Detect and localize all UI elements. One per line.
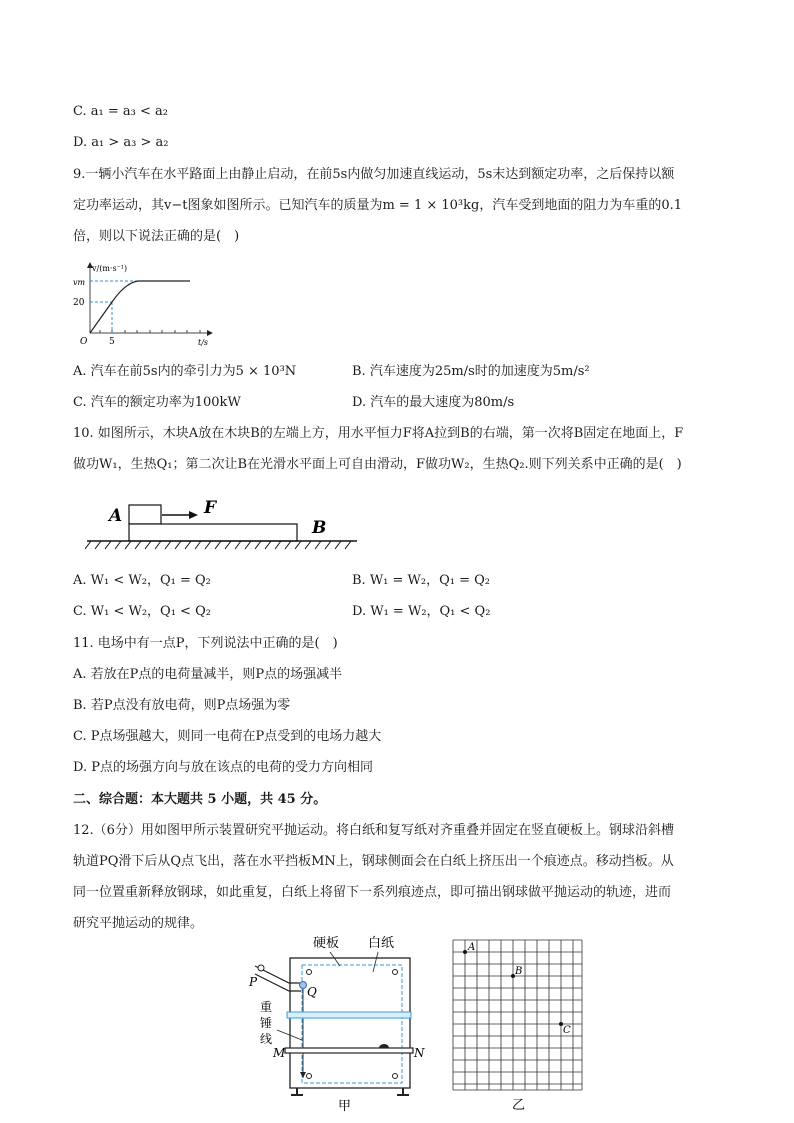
label-paper: 白纸 (368, 936, 395, 951)
section-heading: 二、综合题：本大题共 5 小题，共 45 分。 (73, 792, 327, 807)
q12-grid-figure (448, 935, 588, 1115)
q9-option-d: D. 汽车的最大速度为80m/s (352, 395, 515, 410)
q10-option-a: A. W₁ < W₂，Q₁ = Q₂ (73, 573, 211, 588)
q12-apparatus-figure (245, 930, 425, 1115)
q9-option-b: B. 汽车速度为25m/s时的加速度为5m/s² (352, 364, 590, 379)
q10-option-b: B. W₁ = W₂，Q₁ = Q₂ (352, 573, 491, 588)
graph-20-label: 20 (73, 298, 85, 308)
caption-yi: 乙 (512, 1098, 526, 1113)
label-weight2: 锤 (260, 1016, 273, 1030)
q11-option-c: C. P点场强越大，则同一电荷在P点受到的电场力越大 (73, 729, 382, 744)
label-b: B (312, 518, 327, 538)
label-weight1: 重 (260, 1000, 273, 1014)
label-q: Q (307, 985, 317, 999)
q10-option-c: C. W₁ < W₂，Q₁ < Q₂ (73, 604, 211, 619)
graph-5-label: 5 (109, 337, 115, 347)
baffle-mn (285, 1048, 413, 1053)
label-f: F (204, 498, 217, 518)
q11-option-b: B. 若P点没有放电荷，则P点场强为零 (73, 698, 291, 713)
hardboard (290, 958, 410, 1088)
q9-stem-line3: 倍，则以下说法正确的是( ) (73, 229, 240, 244)
q10-option-d: D. W₁ = W₂，Q₁ < Q₂ (352, 604, 491, 619)
label-hardboard: 硬板 (313, 936, 340, 951)
block-b (129, 524, 297, 541)
q12-stem-line3: 同一位置重新释放钢球，如此重复，白纸上将留下一系列痕迹点，即可描出钢球做平抛运动的轨迹，进而 (73, 885, 672, 900)
q8-option-c: C. a₁ = a₃ < a₂ (73, 104, 168, 119)
label-a: A (109, 506, 123, 526)
caption-jia: 甲 (338, 1099, 352, 1114)
q8-option-d: D. a₁ > a₃ > a₂ (73, 135, 169, 150)
block-a (129, 505, 161, 524)
q11-option-a: A. 若放在P点的电荷量减半，则P点的场强减半 (73, 667, 343, 682)
q10-stem-line1: 10. 如图所示，木块A放在木块B的左端上方，用水平恒力F将A拉到B的右端，第一次将B固定在地面上，F (73, 426, 684, 441)
graph-vm-label: vm (73, 278, 86, 287)
point-a (463, 950, 467, 954)
q10-block-figure (85, 493, 365, 555)
label-p: P (249, 975, 258, 989)
label-point-a: A (468, 942, 476, 953)
q10-stem-line2: 做功W₁，生热Q₁；第二次让B在光滑水平面上可自由滑动，F做功W₂，生热Q₂.则下列关系中正确的是( ) (73, 457, 682, 472)
graph-ylabel: v/(m·s⁻¹) (92, 264, 128, 273)
q9-option-a: A. 汽车在前5s内的牵引力为5 × 10³N (73, 364, 297, 379)
q11-stem: 11. 电场中有一点P，下列说法中正确的是( ) (73, 636, 338, 651)
vt-curve (90, 281, 190, 333)
label-n: N (414, 1046, 425, 1060)
label-weight3: 线 (260, 1032, 273, 1046)
graph-xlabel: t/s (198, 338, 209, 347)
q9-stem-line2: 定功率运动，其v−t图象如图所示。已知汽车的质量为m = 1 × 10³kg，汽车受到地面的阻力为车重的0.1 (73, 198, 683, 213)
q9-stem-line1: 9.一辆小汽车在水平路面上由静止启动，在前5s内做匀加速直线运动，5s末达到额定功率，之后保持以额 (73, 167, 675, 182)
label-point-c: C (563, 1025, 571, 1036)
q12-stem-line2: 轨道PQ滑下后从Q点飞出，落在水平挡板MN上，钢球侧面会在白纸上挤压出一个痕迹点。移动挡板。从 (73, 854, 674, 869)
q9-option-c: C. 汽车的额定功率为100kW (73, 395, 241, 410)
steel-ball (258, 965, 264, 971)
graph-origin-label: O (80, 337, 88, 347)
q12-stem-line1: 12.（6分）用如图甲所示装置研究平抛运动。将白纸和复写纸对齐重叠并固定在竖直硬板上。钢球沿斜槽 (73, 823, 674, 838)
label-point-b: B (515, 966, 523, 977)
q11-option-d: D. P点的场强方向与放在该点的电荷的受力方向相同 (73, 760, 373, 775)
label-m: M (273, 1046, 286, 1060)
q12-stem-line4: 研究平抛运动的规律。 (73, 916, 204, 931)
q9-vt-graph (70, 255, 230, 350)
force-arrow (189, 511, 198, 519)
